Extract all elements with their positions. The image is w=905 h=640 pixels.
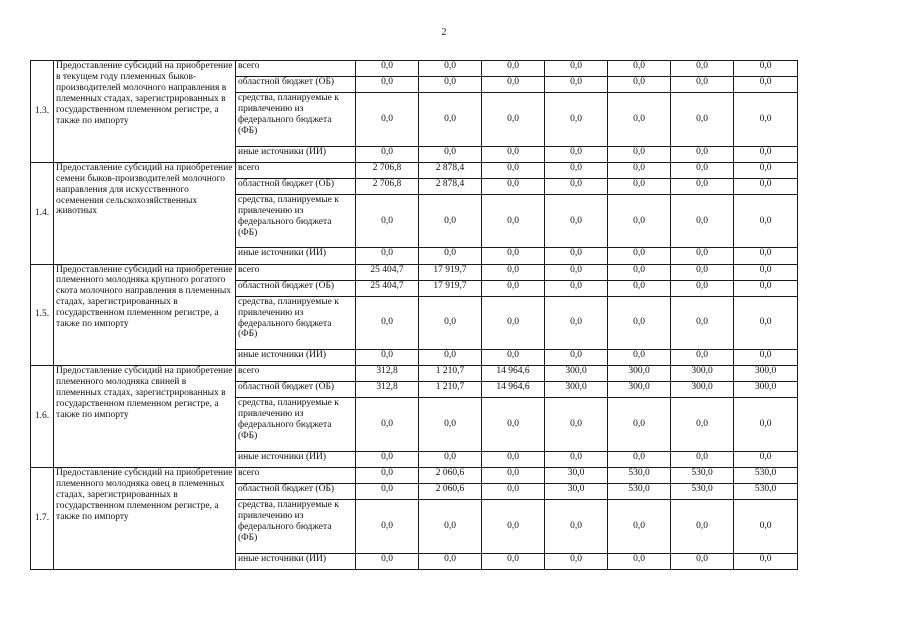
amount-cell: 0,0 xyxy=(545,280,608,296)
amount-cell: 0,0 xyxy=(734,280,798,296)
amount-cell: 0,0 xyxy=(671,264,734,280)
amount-cell: 0,0 xyxy=(356,61,419,77)
amount-cell: 14 964,6 xyxy=(482,366,545,382)
amount-cell: 0,0 xyxy=(356,146,419,162)
amount-cell: 0,0 xyxy=(608,61,671,77)
amount-cell: 530,0 xyxy=(608,484,671,500)
amount-cell: 0,0 xyxy=(608,452,671,468)
amount-cell: 14 964,6 xyxy=(482,382,545,398)
funding-source: областной бюджет (ОБ) xyxy=(236,178,356,194)
amount-cell: 2 706,8 xyxy=(356,162,419,178)
funding-source: областной бюджет (ОБ) xyxy=(236,484,356,500)
measure-name: Предоставление субсидий на приобретение племенного молодняка овец в племенных стадах, зарегистрированных в государственном племенном регистре, а также по импорту xyxy=(54,468,236,570)
amount-cell: 0,0 xyxy=(608,248,671,264)
amount-cell: 300,0 xyxy=(545,382,608,398)
amount-cell: 25 404,7 xyxy=(356,264,419,280)
measure-name: Предоставление субсидий на приобретение племенного молодняка свиней в племенных стадах, зарегистрированных в государственном племенном регистре, а также по импорту xyxy=(54,366,236,468)
amount-cell: 0,0 xyxy=(734,452,798,468)
amount-cell: 0,0 xyxy=(608,296,671,350)
amount-cell: 0,0 xyxy=(671,296,734,350)
item-index: 1.7. xyxy=(31,468,54,570)
amount-cell: 0,0 xyxy=(608,553,671,569)
amount-cell: 30,0 xyxy=(545,484,608,500)
amount-cell: 0,0 xyxy=(356,484,419,500)
amount-cell: 0,0 xyxy=(671,194,734,248)
funding-source: средства, планируемые к привлечению из федерального бюджета (ФБ) xyxy=(236,194,356,248)
amount-cell: 530,0 xyxy=(671,468,734,484)
amount-cell: 0,0 xyxy=(482,350,545,366)
amount-cell: 0,0 xyxy=(545,178,608,194)
amount-cell: 0,0 xyxy=(419,452,482,468)
amount-cell: 0,0 xyxy=(482,77,545,93)
item-index: 1.3. xyxy=(31,61,54,163)
amount-cell: 300,0 xyxy=(608,382,671,398)
item-index: 1.5. xyxy=(31,264,54,366)
amount-cell: 0,0 xyxy=(419,194,482,248)
amount-cell: 0,0 xyxy=(419,77,482,93)
amount-cell: 0,0 xyxy=(545,398,608,452)
funding-source: средства, планируемые к привлечению из федерального бюджета (ФБ) xyxy=(236,93,356,147)
amount-cell: 0,0 xyxy=(356,248,419,264)
funding-source: иные источники (ИИ) xyxy=(236,553,356,569)
amount-cell: 0,0 xyxy=(734,350,798,366)
amount-cell: 0,0 xyxy=(671,553,734,569)
funding-source: всего xyxy=(236,264,356,280)
amount-cell: 0,0 xyxy=(482,162,545,178)
amount-cell: 0,0 xyxy=(419,398,482,452)
amount-cell: 300,0 xyxy=(734,366,798,382)
funding-source: всего xyxy=(236,61,356,77)
page-number: 2 xyxy=(441,27,447,38)
amount-cell: 0,0 xyxy=(545,553,608,569)
amount-cell: 0,0 xyxy=(671,350,734,366)
amount-cell: 0,0 xyxy=(545,296,608,350)
amount-cell: 0,0 xyxy=(671,61,734,77)
amount-cell: 0,0 xyxy=(482,61,545,77)
amount-cell: 0,0 xyxy=(608,500,671,554)
amount-cell: 0,0 xyxy=(482,500,545,554)
amount-cell: 0,0 xyxy=(545,350,608,366)
amount-cell: 0,0 xyxy=(734,553,798,569)
table-body xyxy=(31,61,798,570)
amount-cell: 0,0 xyxy=(608,93,671,147)
amount-cell: 0,0 xyxy=(482,398,545,452)
amount-cell: 0,0 xyxy=(608,178,671,194)
measure-name: Предоставление субсидий на приобретение в текущем году племенных быков-производителей молочного направления в племенных стадах, зарегистрированных в государственном племенном регистре, а также по импорту xyxy=(54,61,236,163)
amount-cell: 0,0 xyxy=(734,146,798,162)
funding-source: средства, планируемые к привлечению из федерального бюджета (ФБ) xyxy=(236,398,356,452)
amount-cell: 2 878,4 xyxy=(419,162,482,178)
amount-cell: 0,0 xyxy=(545,61,608,77)
amount-cell: 0,0 xyxy=(671,77,734,93)
funding-source: иные источники (ИИ) xyxy=(236,350,356,366)
funding-source: средства, планируемые к привлечению из федерального бюджета (ФБ) xyxy=(236,296,356,350)
amount-cell: 0,0 xyxy=(482,280,545,296)
amount-cell: 0,0 xyxy=(734,61,798,77)
amount-cell: 0,0 xyxy=(608,280,671,296)
funding-source: иные источники (ИИ) xyxy=(236,452,356,468)
table-row xyxy=(31,264,798,280)
table-row xyxy=(31,366,798,382)
amount-cell: 0,0 xyxy=(734,296,798,350)
amount-cell: 0,0 xyxy=(734,178,798,194)
amount-cell: 0,0 xyxy=(356,452,419,468)
amount-cell: 0,0 xyxy=(734,264,798,280)
amount-cell: 0,0 xyxy=(671,280,734,296)
funding-source: иные источники (ИИ) xyxy=(236,146,356,162)
amount-cell: 0,0 xyxy=(482,264,545,280)
table-row xyxy=(31,162,798,178)
amount-cell: 300,0 xyxy=(671,366,734,382)
amount-cell: 0,0 xyxy=(671,452,734,468)
amount-cell: 0,0 xyxy=(545,194,608,248)
amount-cell: 2 706,8 xyxy=(356,178,419,194)
funding-table xyxy=(30,60,798,570)
item-index: 1.4. xyxy=(31,162,54,264)
amount-cell: 0,0 xyxy=(356,194,419,248)
amount-cell: 0,0 xyxy=(419,93,482,147)
amount-cell: 0,0 xyxy=(734,398,798,452)
amount-cell: 0,0 xyxy=(734,248,798,264)
amount-cell: 0,0 xyxy=(608,194,671,248)
amount-cell: 530,0 xyxy=(734,484,798,500)
table-row xyxy=(31,468,798,484)
amount-cell: 312,8 xyxy=(356,382,419,398)
amount-cell: 17 919,7 xyxy=(419,264,482,280)
amount-cell: 2 878,4 xyxy=(419,178,482,194)
funding-source: всего xyxy=(236,162,356,178)
amount-cell: 0,0 xyxy=(482,468,545,484)
amount-cell: 2 060,6 xyxy=(419,484,482,500)
amount-cell: 0,0 xyxy=(545,146,608,162)
amount-cell: 312,8 xyxy=(356,366,419,382)
amount-cell: 0,0 xyxy=(608,264,671,280)
amount-cell: 0,0 xyxy=(671,146,734,162)
amount-cell: 0,0 xyxy=(356,553,419,569)
amount-cell: 1 210,7 xyxy=(419,382,482,398)
amount-cell: 0,0 xyxy=(356,398,419,452)
funding-source: всего xyxy=(236,366,356,382)
funding-source: областной бюджет (ОБ) xyxy=(236,280,356,296)
amount-cell: 0,0 xyxy=(671,500,734,554)
amount-cell: 300,0 xyxy=(734,382,798,398)
amount-cell: 0,0 xyxy=(545,452,608,468)
amount-cell: 0,0 xyxy=(356,500,419,554)
amount-cell: 0,0 xyxy=(608,398,671,452)
amount-cell: 0,0 xyxy=(356,77,419,93)
amount-cell: 17 919,7 xyxy=(419,280,482,296)
amount-cell: 0,0 xyxy=(419,553,482,569)
item-index: 1.6. xyxy=(31,366,54,468)
amount-cell: 0,0 xyxy=(608,77,671,93)
amount-cell: 0,0 xyxy=(356,296,419,350)
table-row xyxy=(31,61,798,77)
amount-cell: 0,0 xyxy=(734,162,798,178)
amount-cell: 0,0 xyxy=(545,77,608,93)
amount-cell: 30,0 xyxy=(545,468,608,484)
amount-cell: 300,0 xyxy=(671,382,734,398)
amount-cell: 25 404,7 xyxy=(356,280,419,296)
amount-cell: 0,0 xyxy=(419,350,482,366)
measure-name: Предоставление субсидий на приобретение семени быков-производителей молочного направления для искусственного осеменения сельскохозяйственных животных xyxy=(54,162,236,264)
amount-cell: 530,0 xyxy=(734,468,798,484)
amount-cell: 0,0 xyxy=(671,93,734,147)
amount-cell: 0,0 xyxy=(734,194,798,248)
amount-cell: 0,0 xyxy=(671,178,734,194)
amount-cell: 0,0 xyxy=(734,93,798,147)
amount-cell: 0,0 xyxy=(356,468,419,484)
amount-cell: 0,0 xyxy=(734,500,798,554)
amount-cell: 530,0 xyxy=(671,484,734,500)
amount-cell: 0,0 xyxy=(671,162,734,178)
amount-cell: 0,0 xyxy=(545,248,608,264)
amount-cell: 300,0 xyxy=(608,366,671,382)
amount-cell: 530,0 xyxy=(608,468,671,484)
measure-name: Предоставление субсидий на приобретение племенного молодняка крупного рогатого скота молочного направления в племенных стадах, зарегистрированных в государственном племенном регистре, а также по импорту xyxy=(54,264,236,366)
amount-cell: 0,0 xyxy=(545,162,608,178)
amount-cell: 0,0 xyxy=(671,248,734,264)
amount-cell: 0,0 xyxy=(482,452,545,468)
amount-cell: 0,0 xyxy=(482,484,545,500)
amount-cell: 0,0 xyxy=(482,553,545,569)
funding-source: иные источники (ИИ) xyxy=(236,248,356,264)
amount-cell: 0,0 xyxy=(608,350,671,366)
funding-source: областной бюджет (ОБ) xyxy=(236,382,356,398)
amount-cell: 0,0 xyxy=(608,146,671,162)
amount-cell: 0,0 xyxy=(356,350,419,366)
amount-cell: 0,0 xyxy=(545,264,608,280)
amount-cell: 0,0 xyxy=(482,194,545,248)
amount-cell: 0,0 xyxy=(482,296,545,350)
amount-cell: 0,0 xyxy=(482,248,545,264)
amount-cell: 2 060,6 xyxy=(419,468,482,484)
amount-cell: 0,0 xyxy=(734,77,798,93)
amount-cell: 0,0 xyxy=(482,146,545,162)
amount-cell: 0,0 xyxy=(419,500,482,554)
amount-cell: 0,0 xyxy=(482,93,545,147)
amount-cell: 0,0 xyxy=(545,93,608,147)
funding-source: средства, планируемые к привлечению из федерального бюджета (ФБ) xyxy=(236,500,356,554)
amount-cell: 0,0 xyxy=(608,162,671,178)
amount-cell: 0,0 xyxy=(419,146,482,162)
amount-cell: 0,0 xyxy=(671,398,734,452)
amount-cell: 0,0 xyxy=(419,61,482,77)
amount-cell: 0,0 xyxy=(419,248,482,264)
amount-cell: 0,0 xyxy=(482,178,545,194)
amount-cell: 300,0 xyxy=(545,366,608,382)
funding-source: областной бюджет (ОБ) xyxy=(236,77,356,93)
amount-cell: 1 210,7 xyxy=(419,366,482,382)
amount-cell: 0,0 xyxy=(419,296,482,350)
funding-source: всего xyxy=(236,468,356,484)
amount-cell: 0,0 xyxy=(545,500,608,554)
amount-cell: 0,0 xyxy=(356,93,419,147)
